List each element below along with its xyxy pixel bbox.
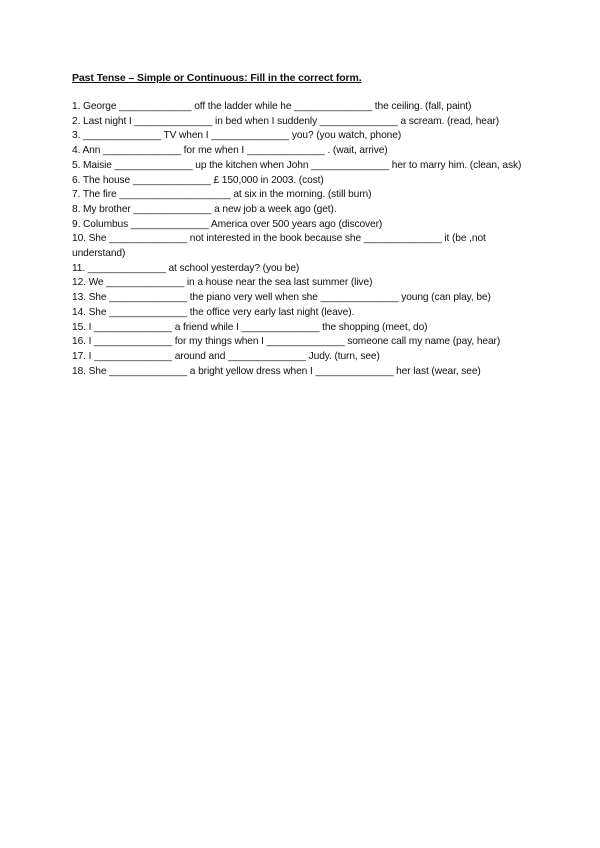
exercise-item-2: 2. Last night I ______________ in bed when I suddenly ______________ a scream. (read, hear) xyxy=(72,115,500,127)
exercise-item-17: 17. I ______________ around and ______________ Judy. (turn, see) xyxy=(72,350,380,362)
exercise-item-18: 18. She ______________ a bright yellow dress when I ______________ her last (wear, see) xyxy=(72,365,481,377)
exercise-item-10: 10. She ______________ not interested in the book because she ______________ it (be ,not understand) xyxy=(72,233,486,260)
exercise-item-15: 15. I ______________ a friend while I ______________ the shopping (meet, do) xyxy=(72,321,428,333)
exercise-item-11: 11. ______________ at school yesterday? (you be) xyxy=(72,262,300,274)
exercise-item-13: 13. She ______________ the piano very well when she ______________ young (can play, be) xyxy=(72,292,491,304)
worksheet-title: Past Tense – Simple or Continuous: Fill in the correct form. xyxy=(72,72,362,84)
exercise-item-7: 7. The fire ____________________ at six in the morning. (still burn) xyxy=(72,189,372,201)
exercise-item-3: 3. ______________ TV when I ______________ you? (you watch, phone) xyxy=(72,130,402,142)
exercise-item-1: 1. George _____________ off the ladder while he ______________ the ceiling. (fall, paint) xyxy=(72,101,472,112)
exercise-item-6: 6. The house ______________ £ 150,000 in 2003. (cost) xyxy=(72,174,324,186)
exercise-item-4: 4. Ann ______________ for me when I ______________ . (wait, arrive) xyxy=(72,145,388,157)
exercise-item-5: 5. Maisie ______________ up the kitchen when John ______________ her to marry him. (clean, ask) xyxy=(72,159,522,171)
exercise-item-9: 9. Columbus ______________ America over 500 years ago (discover) xyxy=(72,218,383,230)
exercise-item-14: 14. She ______________ the office very early last night (leave). xyxy=(72,306,355,318)
exercise-item-16: 16. I ______________ for my things when I ______________ someone call my name (pay, hear) xyxy=(72,336,501,348)
exercise-item-12: 12. We ______________ in a house near the sea last summer (live) xyxy=(72,277,373,289)
exercise-item-8: 8. My brother ______________ a new job a week ago (get). xyxy=(72,203,337,215)
exercise-list xyxy=(72,100,524,379)
